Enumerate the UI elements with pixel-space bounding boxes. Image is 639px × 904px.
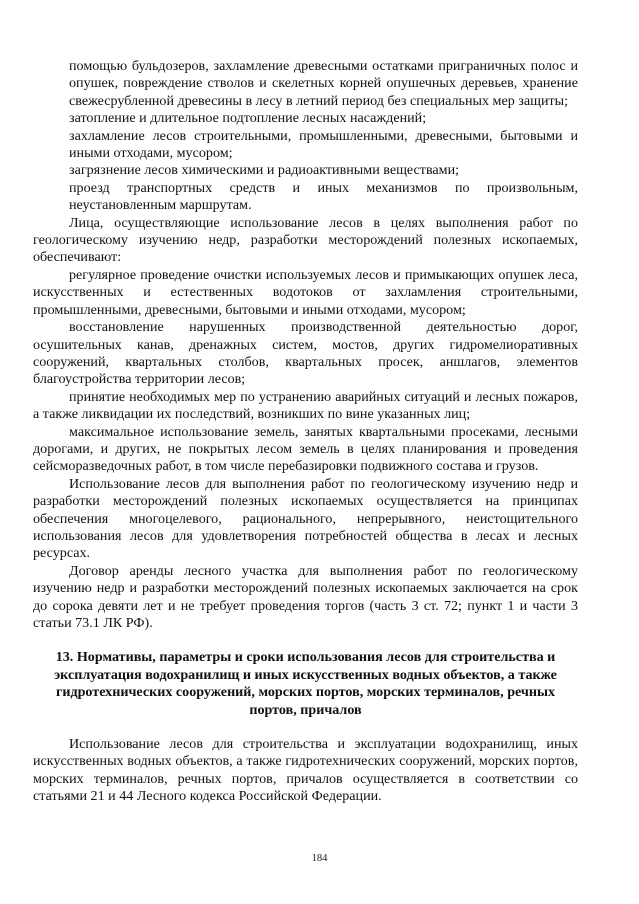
page-number: 184 bbox=[311, 853, 328, 864]
paragraph: регулярное проведение очистки используемых лесов и примыкающих опушек леса, искусственных и естественных водотоков от захламления строительными, промышленными, древесными, бытовыми и иными отходами, мусором; bbox=[33, 266, 578, 318]
section-heading: 13. Нормативы, параметры и сроки использования лесов для строительства и эксплуатация водохранилищ и иных искусственных водных объектов, а также гидротехнических сооружений, морских портов, морских терминалов, речных портов, причалов bbox=[54, 649, 557, 718]
paragraph: Договор аренды лесного участка для выполнения работ по геологическому изучению недр и разработки месторождений полезных ископаемых заключается на срок до сорока девяти лет и не требует проведения торгов (часть 3 ст. 72; пункт 1 и части 3 статьи 73.1 ЛК РФ). bbox=[33, 562, 578, 631]
paragraph: помощью бульдозеров, захламление древесными остатками приграничных полос и опушек, повреждение стволов и скелетных корней опушечных деревьев, хранение свежесрубленной древесины в лесу в летний период без специальных мер защиты; bbox=[69, 58, 578, 109]
paragraph: восстановление нарушенных производственной деятельностью дорог, осушительных канав, дренажных систем, мостов, других гидромелиоративных сооружений, квартальных столбов, квартальных просек, аншлагов, элементов благоустройства территории лесов; bbox=[33, 319, 578, 388]
document-body-top bbox=[33, 58, 578, 632]
paragraph: захламление лесов строительными, промышленными, древесными, бытовыми и иными отходами, мусором; bbox=[69, 127, 578, 162]
paragraph: затопление и длительное подтопление лесных насаждений; bbox=[69, 110, 427, 127]
paragraph: максимальное использование земель, занятых квартальными просеками, лесными дорогами, и других, не покрытых лесом земель в целях планирования и проведения сейсморазведочных работ, в том числе перебазировки подвижного состава и грузов. bbox=[33, 423, 578, 475]
document-body-bottom bbox=[33, 736, 578, 806]
paragraph: принятие необходимых мер по устранению аварийных ситуаций и лесных пожаров, а также ликвидации их последствий, возникших по вине указанных лиц; bbox=[33, 388, 578, 423]
paragraph: Лица, осуществляющие использование лесов в целях выполнения работ по геологическому изучению недр, разработки месторождений полезных ископаемых, обеспечивают: bbox=[33, 214, 578, 266]
document-page bbox=[33, 58, 578, 806]
paragraph: Использование лесов для строительства и эксплуатации водохранилищ, иных искусственных водных объектов, а также гидротехнических сооружений, морских портов, морских терминалов, речных портов, причалов осуществляется в соответствии со статьями 21 и 44 Лесного кодекса Российской Федерации. bbox=[33, 736, 578, 805]
paragraph: проезд транспортных средств и иных механизмов по произвольным, неустановленным маршрутам. bbox=[69, 179, 578, 214]
paragraph: загрязнение лесов химическими и радиоактивными веществами; bbox=[69, 162, 460, 179]
paragraph: Использование лесов для выполнения работ по геологическому изучению недр и разработки месторождений полезных ископаемых осуществляется на принципах обеспечения многоцелевого, рационального, непрерывного, неистощительного использования лесов для удовлетворения потребностей общества в лесах и лесных ресурсах. bbox=[33, 475, 578, 562]
